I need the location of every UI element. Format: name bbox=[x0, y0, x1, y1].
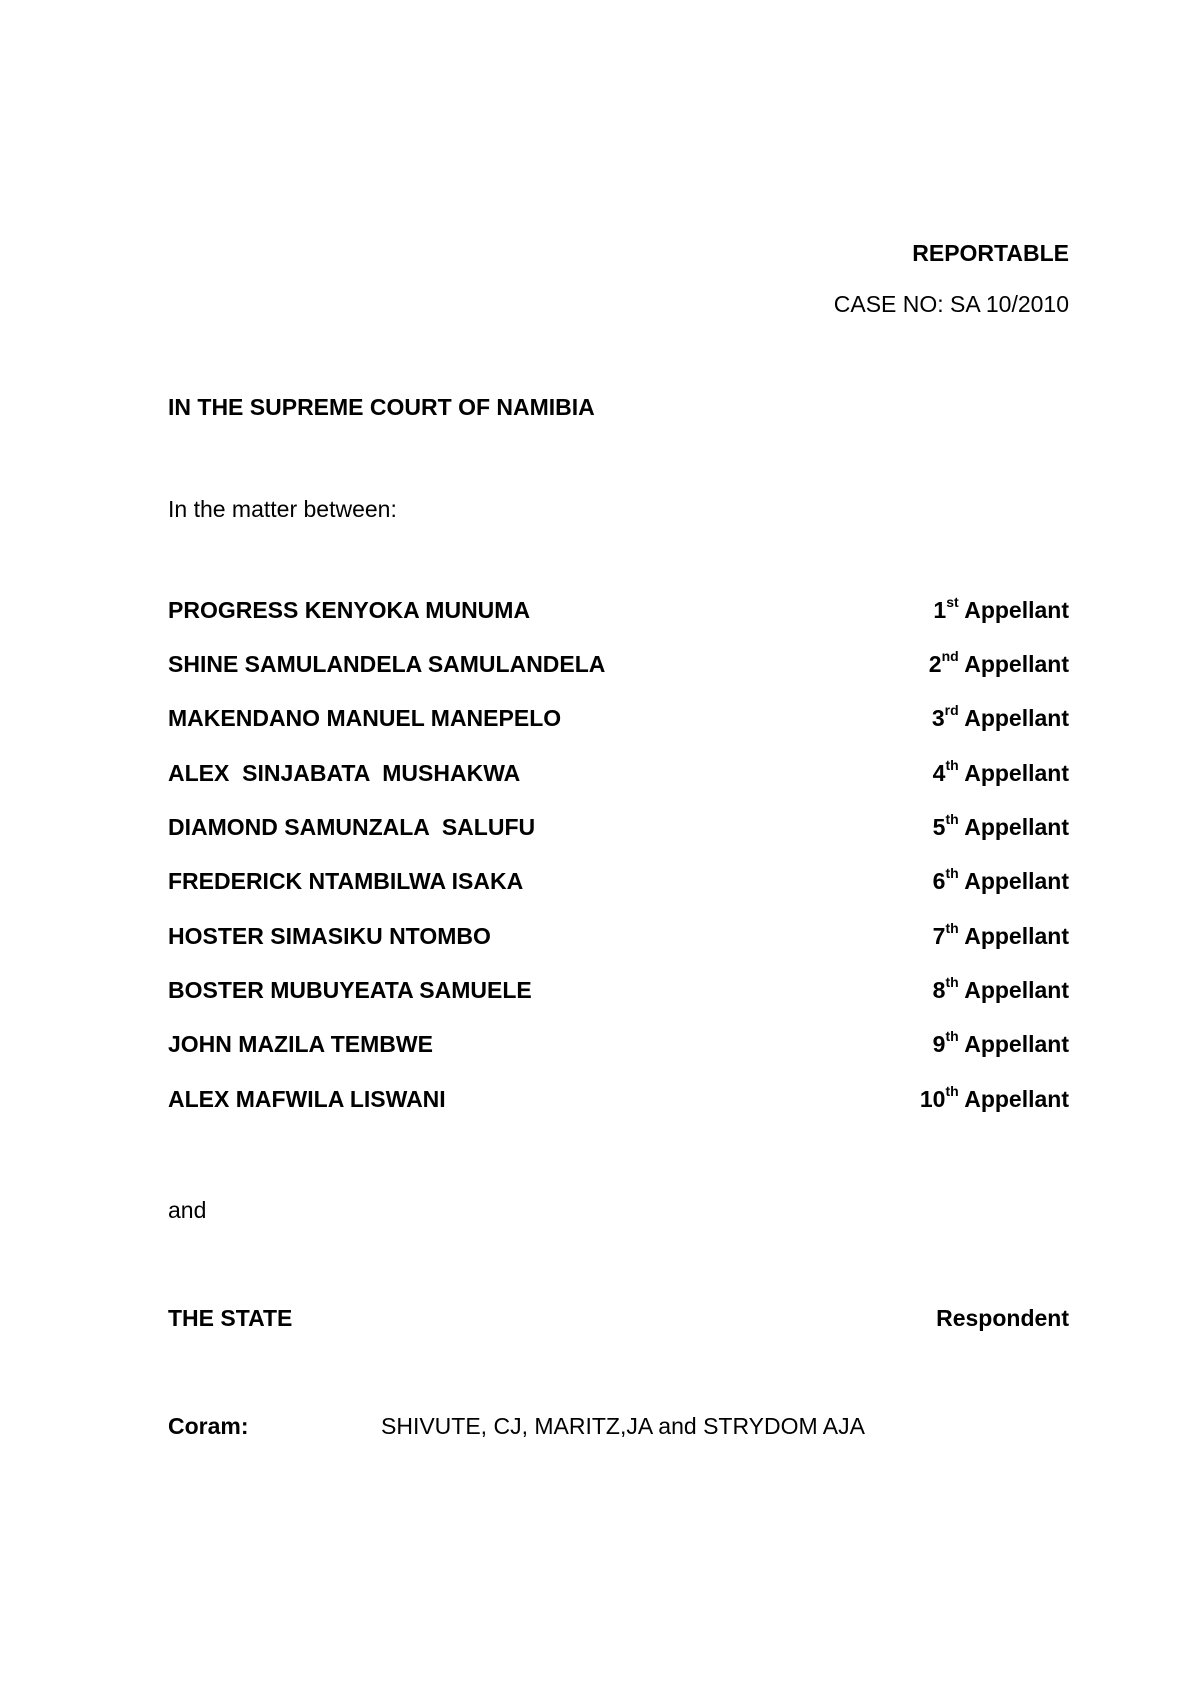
appellant-row bbox=[168, 974, 1069, 1007]
appellant-role: 4th Appellant bbox=[932, 757, 1069, 786]
court-title: IN THE SUPREME COURT OF NAMIBIA bbox=[168, 394, 595, 420]
appellant-role: 8th Appellant bbox=[932, 974, 1069, 1003]
case-number: CASE NO: SA 10/2010 bbox=[833, 291, 1069, 317]
appellant-role: 6th Appellant bbox=[932, 865, 1069, 894]
appellant-role: 5th Appellant bbox=[932, 811, 1069, 840]
appellant-name: DIAMOND SAMUNZALA SALUFU bbox=[168, 814, 536, 840]
conjunction-and: and bbox=[168, 1197, 207, 1223]
appellant-name: HOSTER SIMASIKU NTOMBO bbox=[168, 923, 491, 949]
appellant-row bbox=[168, 811, 1069, 844]
respondent-role: Respondent bbox=[936, 1305, 1069, 1331]
appellant-role: 3rd Appellant bbox=[931, 702, 1069, 731]
appellant-role: 10th Appellant bbox=[919, 1083, 1069, 1112]
appellant-role: 1st Appellant bbox=[933, 594, 1069, 623]
appellant-row bbox=[168, 920, 1069, 953]
reportable-label: REPORTABLE bbox=[912, 240, 1069, 266]
appellant-role: 9th Appellant bbox=[932, 1028, 1069, 1057]
appellant-row bbox=[168, 865, 1069, 898]
appellant-name: ALEX SINJABATA MUSHAKWA bbox=[168, 760, 521, 786]
appellant-name: BOSTER MUBUYEATA SAMUELE bbox=[168, 977, 532, 1003]
appellant-name: PROGRESS KENYOKA MUNUMA bbox=[168, 597, 531, 623]
appellant-role: 7th Appellant bbox=[932, 920, 1069, 949]
appellant-name: MAKENDANO MANUEL MANEPELO bbox=[168, 705, 562, 731]
appellant-row bbox=[168, 1083, 1069, 1116]
appellant-row bbox=[168, 757, 1069, 790]
appellant-name: FREDERICK NTAMBILWA ISAKA bbox=[168, 868, 524, 894]
respondent-row bbox=[168, 1305, 1069, 1335]
appellant-name: ALEX MAFWILA LISWANI bbox=[168, 1086, 446, 1112]
appellant-row bbox=[168, 594, 1069, 627]
coram-label: Coram: bbox=[168, 1413, 249, 1439]
appellant-role: 2nd Appellant bbox=[928, 648, 1069, 677]
appellant-row bbox=[168, 1028, 1069, 1061]
respondent-name: THE STATE bbox=[168, 1305, 293, 1331]
matter-intro: In the matter between: bbox=[168, 496, 397, 522]
appellant-name: SHINE SAMULANDELA SAMULANDELA bbox=[168, 651, 606, 677]
appellant-row bbox=[168, 648, 1069, 681]
appellant-name: JOHN MAZILA TEMBWE bbox=[168, 1031, 433, 1057]
appellant-row bbox=[168, 702, 1069, 735]
coram-judges: SHIVUTE, CJ, MARITZ,JA and STRYDOM AJA bbox=[381, 1413, 865, 1439]
